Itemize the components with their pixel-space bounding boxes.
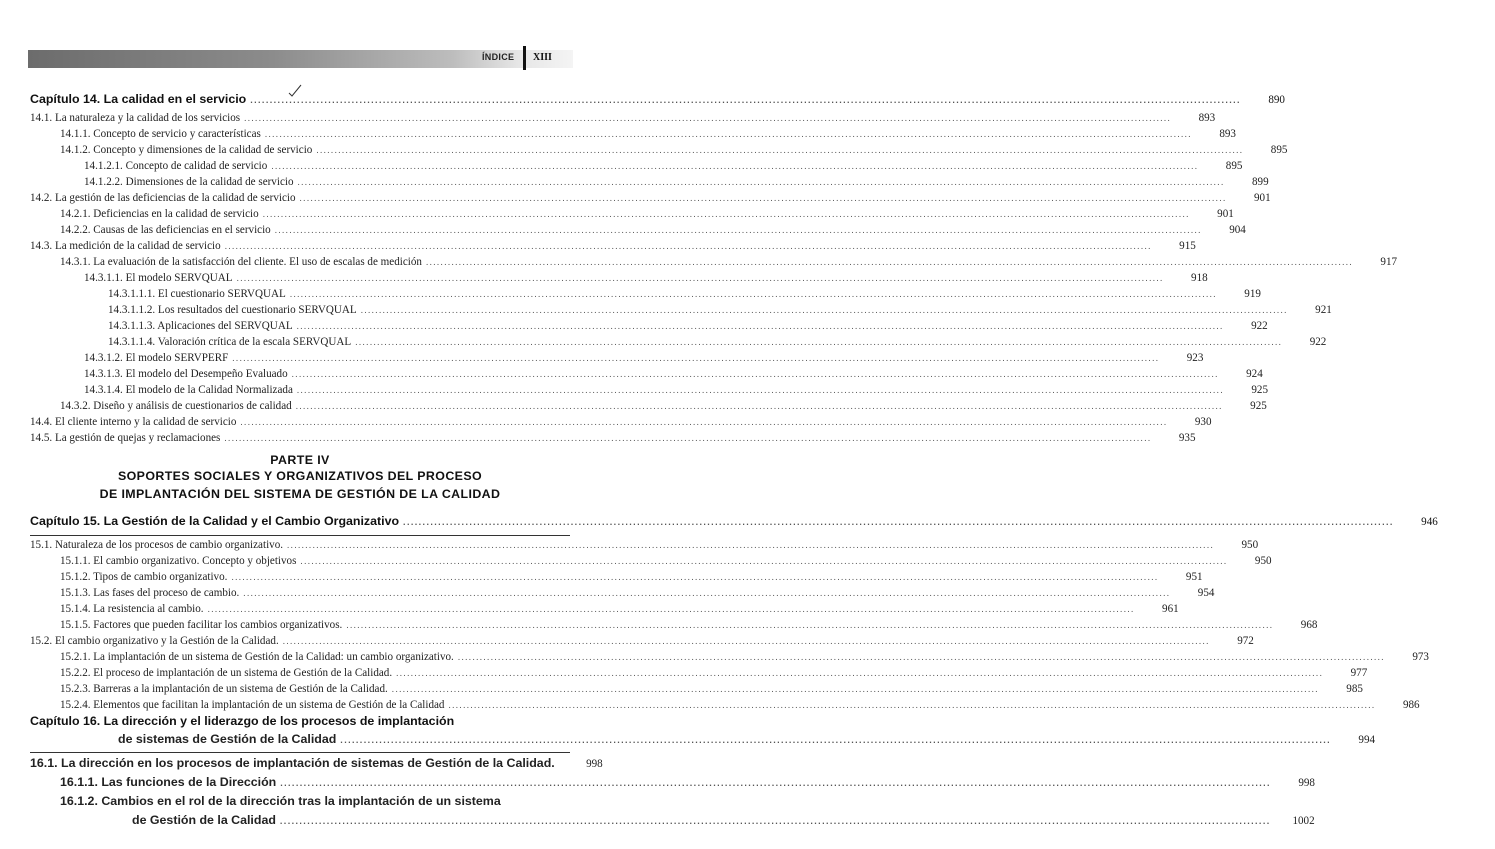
entry-title: 14.3.1.3. El modelo del Desempeño Evaluado [84, 368, 288, 380]
leader-dots [231, 572, 1158, 582]
page-number: 961 [1162, 603, 1179, 615]
entry-title: 16.1. La dirección en los procesos de implantación de sistemas de Gestión de la Calidad. [30, 756, 555, 770]
toc-entry[interactable] [30, 304, 1332, 320]
leader-dots [250, 95, 1241, 105]
leader-dots [263, 209, 1190, 219]
chapter-16-heading[interactable] [30, 732, 1376, 751]
chapter-14-entries [30, 112, 1398, 448]
entry-title: 15.1.5. Factores que pueden facilitar los cambios organizativos. [60, 619, 343, 631]
page-number: 950 [1254, 555, 1272, 567]
leader-dots [243, 588, 1170, 598]
toc-entry[interactable] [30, 224, 1246, 240]
leader-dots [300, 556, 1227, 566]
chapter-16-title-line-1[interactable]: Capítulo 16. La dirección y el liderazgo de los procesos de implantación [30, 714, 455, 728]
entry-title: 14.3.1. La evaluación de la satisfacción del cliente. El uso de escalas de medición [60, 256, 422, 268]
page-number: 923 [1186, 352, 1204, 364]
page-number: 893 [1219, 128, 1236, 140]
leader-dots [240, 417, 1167, 427]
chapter-title: Capítulo 15. La Gestión de la Calidad y el Cambio Organizativo [30, 514, 400, 528]
leader-dots [297, 321, 1224, 331]
page-number: 973 [1412, 651, 1429, 663]
page-number: 919 [1244, 288, 1261, 300]
entry-title: 16.1.2. Cambios en el rol de la dirección tras la implantación de un sistema [60, 794, 501, 808]
page-number: 890 [1268, 94, 1285, 106]
entry-title: 15.1.1. El cambio organizativo. Concepto y objetivos [60, 555, 297, 567]
entry-title: 15.2. El cambio organizativo y la Gestión de la Calidad. [30, 635, 279, 647]
toc-entry[interactable] [30, 794, 570, 813]
chapter-14-heading[interactable] [30, 92, 1285, 112]
page-number: 895 [1225, 160, 1243, 172]
chapter-title-line-2: de sistemas de Gestión de la Calidad [118, 732, 337, 746]
toc-entry[interactable] [30, 272, 1208, 288]
leader-dots [244, 113, 1171, 123]
leader-dots [340, 735, 1331, 745]
leader-dots [448, 700, 1375, 710]
toc-entry[interactable] [30, 571, 1203, 587]
page-number: 972 [1237, 635, 1254, 647]
running-header-label: ÍNDICE [482, 52, 515, 62]
toc-entry[interactable] [30, 112, 1216, 128]
page-number: 968 [1300, 619, 1318, 631]
toc-entry[interactable] [30, 240, 1196, 256]
entry-title: 15.1. Naturaleza de los procesos de cambio organizativo. [30, 539, 284, 551]
page-number: 925 [1251, 384, 1268, 396]
leader-dots [392, 684, 1319, 694]
page-number: 998 [586, 758, 603, 770]
toc-entry[interactable] [30, 144, 1288, 160]
toc-entry[interactable] [30, 384, 1268, 400]
leader-dots [296, 401, 1223, 411]
page-number: 1002 [1292, 815, 1315, 827]
leader-dots [458, 652, 1385, 662]
toc-entry[interactable] [30, 619, 1318, 635]
toc-entry[interactable] [30, 128, 1236, 144]
toc-entry[interactable] [30, 336, 1327, 352]
leader-dots [237, 273, 1164, 283]
leader-dots [271, 161, 1198, 171]
entry-title: 14.3.1.1.1. El cuestionario SERVQUAL [108, 288, 286, 300]
leader-dots [275, 225, 1202, 235]
leader-dots [232, 353, 1159, 363]
entry-title: 15.1.4. La resistencia al cambio. [60, 603, 204, 615]
page-number: 899 [1251, 176, 1269, 188]
entry-title: 14.2. La gestión de las deficiencias de la calidad de servicio [30, 192, 296, 204]
running-header-divider [523, 46, 526, 70]
page-number: 977 [1350, 667, 1368, 679]
entry-title: 16.1.1. Las funciones de la Dirección [60, 775, 277, 789]
entry-title: 15.2.2. El proceso de implantación de un sistema de Gestión de la Calidad. [60, 667, 393, 679]
chapter-15-heading[interactable] [30, 514, 1438, 534]
toc-entry[interactable] [30, 192, 1271, 208]
leader-dots [396, 668, 1323, 678]
running-header-page-number: XIII [533, 52, 552, 63]
chapter-16-entries [30, 756, 1315, 832]
toc-entry[interactable] [30, 756, 603, 775]
entry-title: 15.1.2. Tipos de cambio organizativo. [60, 571, 228, 583]
toc-entry[interactable] [30, 539, 1259, 555]
entry-title: 15.1.3. Las fases del proceso de cambio. [60, 587, 240, 599]
page-number: 901 [1254, 192, 1271, 204]
toc-entry[interactable] [30, 352, 1204, 368]
chapter-rule [30, 752, 570, 753]
leader-dots [290, 289, 1217, 299]
leader-dots [355, 337, 1282, 347]
entry-title: 14.3.2. Diseño y análisis de cuestionarios de calidad [60, 400, 292, 412]
entry-title: 14.5. La gestión de quejas y reclamaciones [30, 432, 221, 444]
toc-entry[interactable] [30, 667, 1368, 683]
chapter-title: Capítulo 14. La calidad en el servicio [30, 92, 247, 106]
toc-entry[interactable] [30, 651, 1429, 667]
toc-entry[interactable] [30, 432, 1196, 448]
chapter-14-section [30, 92, 1398, 448]
entry-title: 14.3.1.1.4. Valoración crítica de la escala SERVQUAL [108, 336, 352, 348]
toc-entry[interactable] [30, 699, 1420, 715]
page-number: 998 [1298, 777, 1315, 789]
page-number: 924 [1246, 368, 1263, 380]
leader-dots [280, 816, 1271, 826]
toc-entry[interactable] [30, 288, 1261, 304]
entry-title: 14.3.1.1.2. Los resultados del cuestionario SERVQUAL [108, 304, 357, 316]
chapter-15-entries [30, 539, 1429, 715]
toc-entry[interactable] [30, 368, 1263, 384]
entry-title: 14.1. La naturaleza y la calidad de los servicios [30, 112, 241, 124]
entry-title: de Gestión de la Calidad [132, 813, 276, 827]
leader-dots [298, 177, 1225, 187]
leader-dots [300, 193, 1227, 203]
entry-title: 14.2.1. Deficiencias en la calidad de servicio [60, 208, 259, 220]
chapter-16-section [30, 714, 1376, 832]
toc-entry[interactable] [30, 635, 1254, 651]
leader-dots [403, 517, 1394, 527]
page-number: 954 [1197, 587, 1215, 599]
page-number: 893 [1198, 112, 1216, 124]
toc-entry[interactable] [30, 256, 1398, 272]
page-number: 951 [1185, 571, 1203, 583]
leader-dots [316, 145, 1243, 155]
entry-title: 14.1.2. Concepto y dimensiones de la calidad de servicio [60, 144, 313, 156]
entry-title: 14.1.1. Concepto de servicio y características [60, 128, 261, 140]
toc-entry[interactable] [30, 416, 1212, 432]
toc-entry[interactable] [30, 587, 1215, 603]
entry-title: 15.2.3. Barreras a la implantación de un sistema de Gestión de la Calidad. [60, 683, 388, 695]
toc-entry[interactable] [30, 320, 1268, 336]
leader-dots [283, 636, 1210, 646]
page-number: 904 [1229, 224, 1246, 236]
leader-dots [292, 369, 1219, 379]
leader-dots [361, 305, 1288, 315]
part-title: PARTE IV [270, 453, 330, 467]
leader-dots [297, 385, 1224, 395]
toc-entry[interactable] [30, 555, 1272, 571]
toc-entry[interactable] [30, 813, 1315, 832]
page-number: 915 [1179, 240, 1196, 252]
leader-dots [287, 540, 1214, 550]
page-number: 922 [1251, 320, 1268, 332]
page-number: 986 [1402, 699, 1420, 711]
entry-title: 14.3. La medición de la calidad de servicio [30, 240, 221, 252]
entry-title: 14.3.1.1.3. Aplicaciones del SERVQUAL [108, 320, 293, 332]
toc-entry[interactable] [30, 775, 1315, 794]
entry-title: 14.3.1.2. El modelo SERVPERF [84, 352, 229, 364]
toc-entry[interactable] [30, 208, 1234, 224]
leader-dots [225, 241, 1152, 251]
toc-entry[interactable] [30, 683, 1363, 699]
toc-entry[interactable] [30, 603, 1179, 619]
part-subtitle-line-1: SOPORTES SOCIALES Y ORGANIZATIVOS DEL PROCESO [117, 469, 483, 483]
entry-title: 15.2.1. La implantación de un sistema de Gestión de la Calidad: un cambio organizativo. [60, 651, 454, 663]
entry-title: 14.2.2. Causas de las deficiencias en el servicio [60, 224, 271, 236]
page-number: 901 [1217, 208, 1234, 220]
page-number: 985 [1346, 683, 1363, 695]
entry-title: 14.3.1.1. El modelo SERVQUAL [84, 272, 233, 284]
leader-dots [265, 129, 1192, 139]
page-number: 918 [1191, 272, 1208, 284]
entry-title: 14.3.1.4. El modelo de la Calidad Normalizada [84, 384, 293, 396]
page-number: 925 [1250, 400, 1267, 412]
chapter-15-section [30, 514, 1438, 715]
page-number: 921 [1315, 304, 1332, 316]
leader-dots [426, 257, 1353, 267]
part-subtitle-line-2: DE IMPLANTACIÓN DEL SISTEMA DE GESTIÓN DE LA CALIDAD [99, 487, 501, 501]
toc-entry[interactable] [30, 160, 1243, 176]
page-number: 930 [1194, 416, 1212, 428]
part-iv-heading [30, 453, 570, 503]
leader-dots [208, 604, 1135, 614]
toc-entry[interactable] [30, 176, 1269, 192]
page-number: 895 [1270, 144, 1288, 156]
leader-dots [280, 778, 1271, 788]
entry-title: 14.1.2.1. Concepto de calidad de servicio [84, 160, 268, 172]
entry-title: 14.4. El cliente interno y la calidad de servicio [30, 416, 237, 428]
page-number: 950 [1241, 539, 1259, 551]
page-number: 917 [1380, 256, 1398, 268]
chapter-rule [30, 535, 570, 536]
leader-dots [224, 433, 1151, 443]
page-number: 994 [1358, 734, 1376, 746]
page-number: 935 [1178, 432, 1196, 444]
entry-title: 15.2.4. Elementos que facilitan la implantación de un sistema de Gestión de la Calidad [60, 699, 445, 711]
toc-entry[interactable] [30, 400, 1267, 416]
leader-dots [346, 620, 1273, 630]
entry-title: 14.1.2.2. Dimensiones de la calidad de servicio [84, 176, 294, 188]
page-number: 946 [1421, 516, 1438, 528]
page-number: 922 [1309, 336, 1327, 348]
